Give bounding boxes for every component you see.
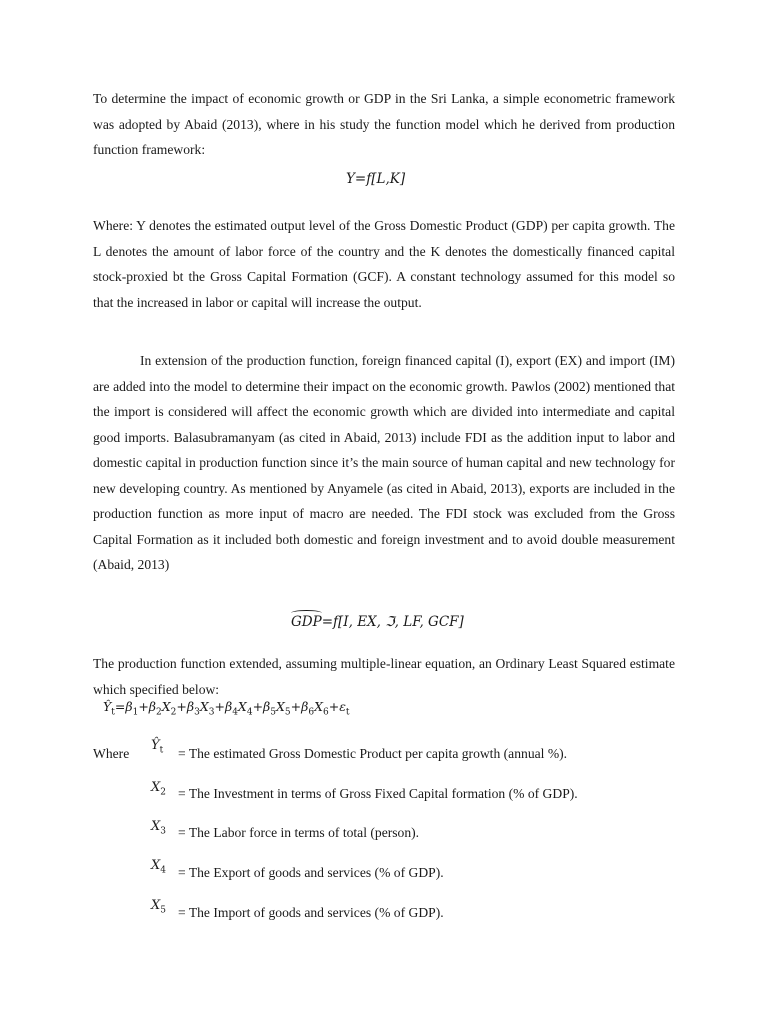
where-label: Where: [93, 746, 130, 761]
variable-desc-x2: = The Investment in terms of Gross Fixed Capital formation (% of GDP).: [178, 786, 578, 801]
equation-gdp-function: [291, 614, 464, 630]
equation-regression: $Ŷ_t=\beta_1+\beta_2X_2+\beta_3X_3+\beta_4X_4+\beta_5X_5+\beta_6X_6+\varepsilon_t$: [103, 699, 350, 718]
equation-production-function: [346, 171, 405, 187]
variable-desc-x5: = The Import of goods and services (% of GDP).: [178, 905, 444, 920]
variable-desc-x4: = The Export of goods and services (% of GDP).: [178, 865, 444, 880]
paragraph-where: Where: Y denotes the estimated output level of the Gross Domestic Product (GDP) per capita growth. The L denotes the amount of labor force of the country and the K denotes the domestically financed capital stock-proxied bt the Gross Capital Formation (GCF). A constant technology assumed for this model so that the increased in labor or capital will increase the output.: [93, 218, 675, 310]
variable-symbol-x3: $X_3$: [151, 819, 166, 837]
variable-symbol-x2: $X_2$: [151, 780, 166, 798]
variable-desc-x3: = The Labor force in terms of total (person).: [178, 825, 420, 840]
gdp-hat-symbol: GDP: [291, 614, 322, 630]
variable-symbol-x4: $X_4$: [151, 858, 166, 876]
equation-gdp-rhs: =f[I, EX, ℑ, LF, GCF]: [321, 614, 464, 630]
variable-desc-yhat: = The estimated Gross Domestic Product per capita growth (annual %).: [178, 746, 568, 761]
paragraph-intro: To determine the impact of economic growth or GDP in the Sri Lanka, a simple econometric framework was adopted by Abaid (2013), where in his study the function model which he derived from production function framework:: [93, 91, 675, 157]
equation-text: Y=f[L,K]: [346, 171, 406, 187]
variable-symbol-x5: $X_5$: [151, 898, 166, 916]
paragraph-ols: The production function extended, assuming multiple-linear equation, an Ordinary Least Squared estimate which specified below:: [93, 656, 675, 697]
paragraph-extension: In extension of the production function, foreign financed capital (I), export (EX) and import (IM) are added into the model to determine their impact on the economic growth. Pawlos (2002) mentioned that the import is considered will affect the economic growth which are divided into intermediate and capital good imports. Balasubramanyam (as cited in Abaid, 2013) include FDI as the addition input to labor and domestic capital in production function since it’s the main source of human capital and new technology for new developing country. As mentioned by Anyamele (as cited in Abaid, 2013), exports are included in the production function as more input of macro are needed. The FDI stock was excluded from the Gross Capital Formation as it included both domestic and foreign investment and to avoid double measurement (Abaid, 2013): [93, 353, 675, 572]
variable-symbol-yhat: $Ŷ_t$: [151, 738, 164, 756]
